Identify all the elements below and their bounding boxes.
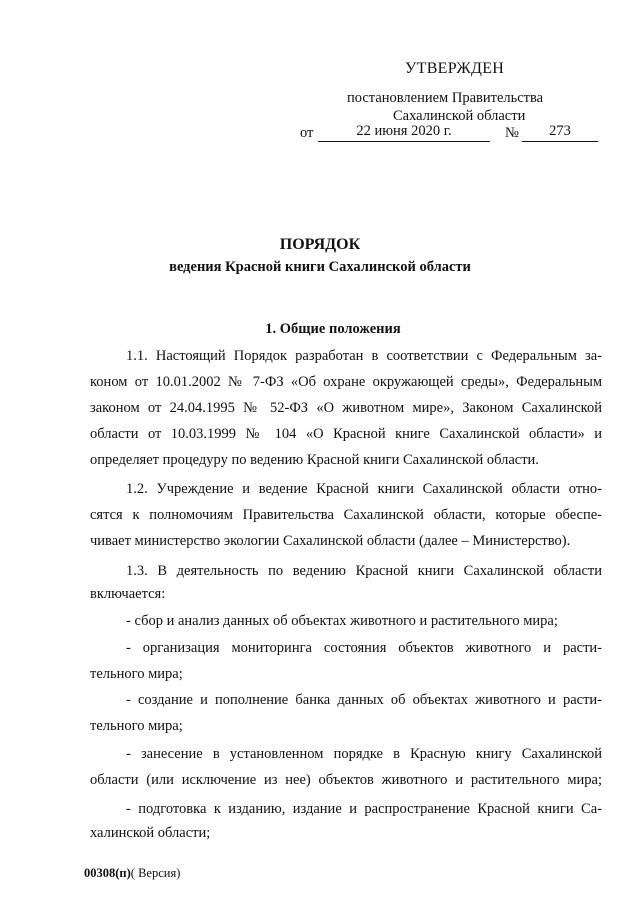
body-line: области от 10.03.1999 № 104 «О Красной книге Сахалинской области» и [90,426,602,442]
approval-line-2: Сахалинской области [393,108,526,124]
body-line: тельного мира; [90,666,183,682]
document-subtitle: ведения Красной книги Сахалинской области [169,259,471,275]
body-line: тельного мира; [90,718,183,734]
footer [84,866,180,881]
approval-number: 273 [522,122,598,142]
approval-date: 22 июня 2020 г. [318,122,490,142]
section-heading: 1. Общие положения [265,321,401,337]
body-line: включается: [90,586,166,602]
list-item: - сбор и анализ данных об объектах животного и растительного мира; [126,613,558,629]
body-line: сятся к полномочиям Правительства Сахалинской области, которые обеспе- [90,507,602,523]
list-item: - занесение в установленном порядке в Красную книгу Сахалинской [126,746,602,762]
date-label: от [300,125,314,141]
list-item: - создание и пополнение банка данных об объектах животного и расти- [126,692,602,708]
body-line: 1.1. Настоящий Порядок разработан в соответствии с Федеральным за- [126,348,602,364]
list-item: - подготовка к изданию, издание и распространение Красной книги Са- [126,801,602,817]
approval-title: УТВЕРЖДЕН [405,60,505,77]
footer-code: 00308(п) [84,866,131,880]
body-line: области (или исключение из нее) объектов животного и растительного мира; [90,772,602,788]
approval-line-1: постановлением Правительства [347,90,544,106]
list-item: - организация мониторинга состояния объектов животного и расти- [126,640,602,656]
footer-version: ( Версия) [130,866,181,880]
body-line: халинской области; [90,825,211,841]
body-line: чивает министерство экологии Сахалинской области (далее – Министерство). [90,533,571,549]
body-line: коном от 10.01.2002 № 7-ФЗ «Об охране окружающей среды», Федеральным [90,374,602,390]
document-title: ПОРЯДОК [279,236,361,253]
body-line: 1.3. В деятельность по ведению Красной книги Сахалинской области [126,563,602,579]
body-line: определяет процедуру по ведению Красной книги Сахалинской области. [90,452,539,468]
body-line: законом от 24.04.1995 № 52-ФЗ «О животном мире», Законом Сахалинской [90,400,602,416]
number-label: № [505,125,519,141]
body-line: 1.2. Учреждение и ведение Красной книги Сахалинской области отно- [126,481,602,497]
